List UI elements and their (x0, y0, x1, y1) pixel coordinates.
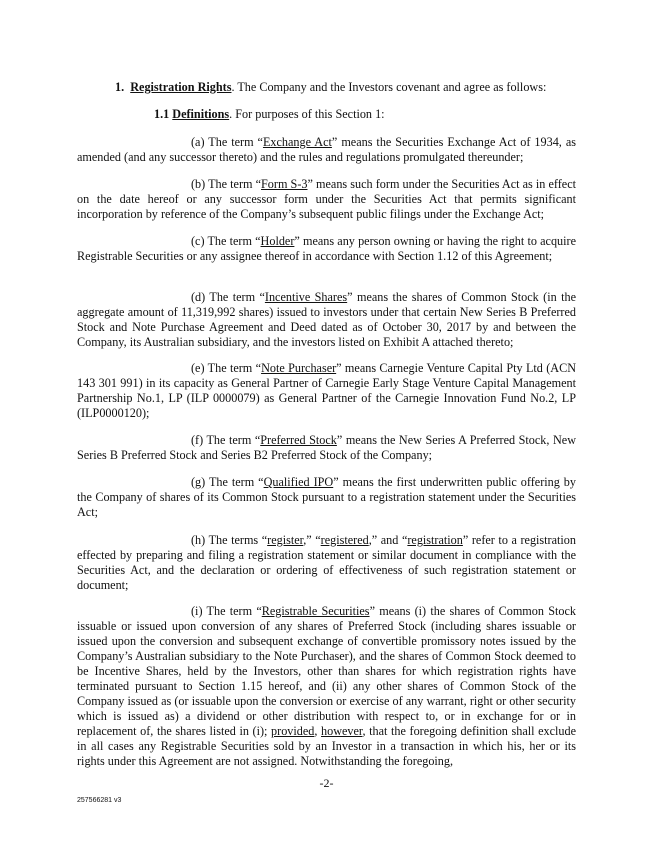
subsection-heading (154, 107, 584, 122)
term-note-purchaser: Note Purchaser (261, 361, 337, 375)
term-qualified-ipo: Qualified IPO (263, 475, 334, 489)
definition-h-post: ” refer to a registration effected by preparing and filing a registration statement or similar document in compliance with the Securities Act, and the declaration or ordering of effectiveness of such registration statement or document; (77, 533, 576, 592)
definition-h-pre: (h) The terms “ (191, 533, 268, 547)
definition-a (77, 135, 576, 165)
term-form-s3: Form S-3 (261, 177, 308, 191)
definition-a-post: ” means the Securities Exchange Act of 1934, as amended (and any successor thereto) and the rules and regulations promulgated thereunder; (77, 135, 576, 164)
definition-g-post: ” means the first underwritten public offering by the Company of shares of its Common Stock pursuant to a registration statement under the Securities Act; (77, 475, 576, 519)
definition-h-mid2: ,” and “ (368, 533, 408, 547)
definition-i-post: , that the foregoing definition shall exclude in all cases any Registrable Securities sold by an Investor in a transaction in which his, her or its rights under this Agreement are not assigned. Notwithstanding the foregoing, (77, 724, 576, 768)
definition-d (77, 290, 576, 350)
definition-b-pre: (b) The term “ (191, 177, 262, 191)
definition-e (77, 361, 576, 421)
definition-i-body: ” means (i) the shares of Common Stock issuable or issued upon conversion of any shares of Preferred Stock (including shares issuable or issued upon the conversion and subsequent exchange of convertible promissory notes issued by the Company’s Australian subsidiary to the Note Purchaser), and the shares of Common Stock deemed to be Incentive Shares, held by the Investors, other than shares for which registration rights have terminated pursuant to Section 1.15 hereof, and (ii) any other shares of Common Stock of the Company issued as (or issuable upon the conversion or exercise of any warrant, right or other security which is issued as) a dividend or other distribution with respect to, or in exchange for or in replacement of, the shares listed in (i); (77, 604, 576, 738)
definition-i (77, 604, 576, 769)
definition-h-mid1: ,” “ (303, 533, 321, 547)
term-however: however (321, 724, 363, 738)
definition-g (77, 475, 576, 520)
term-exchange-act: Exchange Act (262, 135, 332, 149)
definition-e-post: ” means Carnegie Venture Capital Pty Ltd (ACN 143 301 991) in its capacity as General Partner of Carnegie Early Stage Venture Capital Management Partnership No.1, LP (ILP 0000079) as General Partner of the Carnegie Innovation Fund No.2, LP (ILP0000120); (77, 361, 577, 420)
definition-c-post: ” means any person owning or having the right to acquire Registrable Securities or any assignee thereof in accordance with Section 1.12 of this Agreement; (77, 234, 576, 263)
definition-b (77, 177, 576, 222)
definition-e-pre: (e) The term “ (191, 361, 262, 375)
definition-f-post: ” means the New Series A Preferred Stock, New Series B Preferred Stock and Series B2 Preferred Stock of the Company; (77, 433, 576, 462)
document-id: 257566281 v3 (77, 797, 122, 804)
term-incentive-shares: Incentive Shares (264, 290, 348, 304)
section-number: 1. (115, 80, 125, 94)
subsection-intro: . For purposes of this Section 1: (229, 107, 385, 121)
definition-h (77, 533, 576, 593)
term-registrable-securities: Registrable Securities (261, 604, 370, 618)
term-registered: registered (320, 533, 369, 547)
definition-c-pre: (c) The term “ (191, 234, 261, 248)
term-holder: Holder (260, 234, 295, 248)
term-provided: provided (271, 724, 315, 738)
section-intro: . The Company and the Investors covenant and agree as follows: (231, 80, 547, 94)
definition-c (77, 234, 576, 264)
section-title: Registration Rights (130, 80, 232, 94)
definition-b-post: ” means such form under the Securities Act as in effect on the date hereof or any successor form under the Securities Act that permits significant incorporation by reference of the Company’s subsequent public filings under the Exchange Act; (77, 177, 577, 221)
definition-i-pre: (i) The term “ (191, 604, 262, 618)
definition-d-post: ” means the shares of Common Stock (in the aggregate amount of 11,319,992 shares) issued to investors under that certain New Series B Preferred Stock and Note Purchase Agreement and Deed dated as of October 30, 2017 by and between the Company, its Australian subsidiary, and the investors listed on Exhibit A attached thereto; (77, 290, 576, 349)
definition-i-sep: , (314, 724, 322, 738)
page-number: -2- (319, 776, 334, 790)
subsection-number: 1.1 (154, 107, 170, 121)
definition-f-pre: (f) The term “ (191, 433, 261, 447)
definition-d-pre: (d) The term “ (191, 290, 265, 304)
section-heading (115, 80, 585, 95)
term-preferred-stock: Preferred Stock (260, 433, 337, 447)
definition-f (77, 433, 576, 463)
definition-a-pre: (a) The term “ (191, 135, 263, 149)
term-registration: registration (407, 533, 463, 547)
term-register: register (267, 533, 304, 547)
definition-g-pre: (g) The term “ (191, 475, 264, 489)
subsection-title: Definitions (172, 107, 230, 121)
